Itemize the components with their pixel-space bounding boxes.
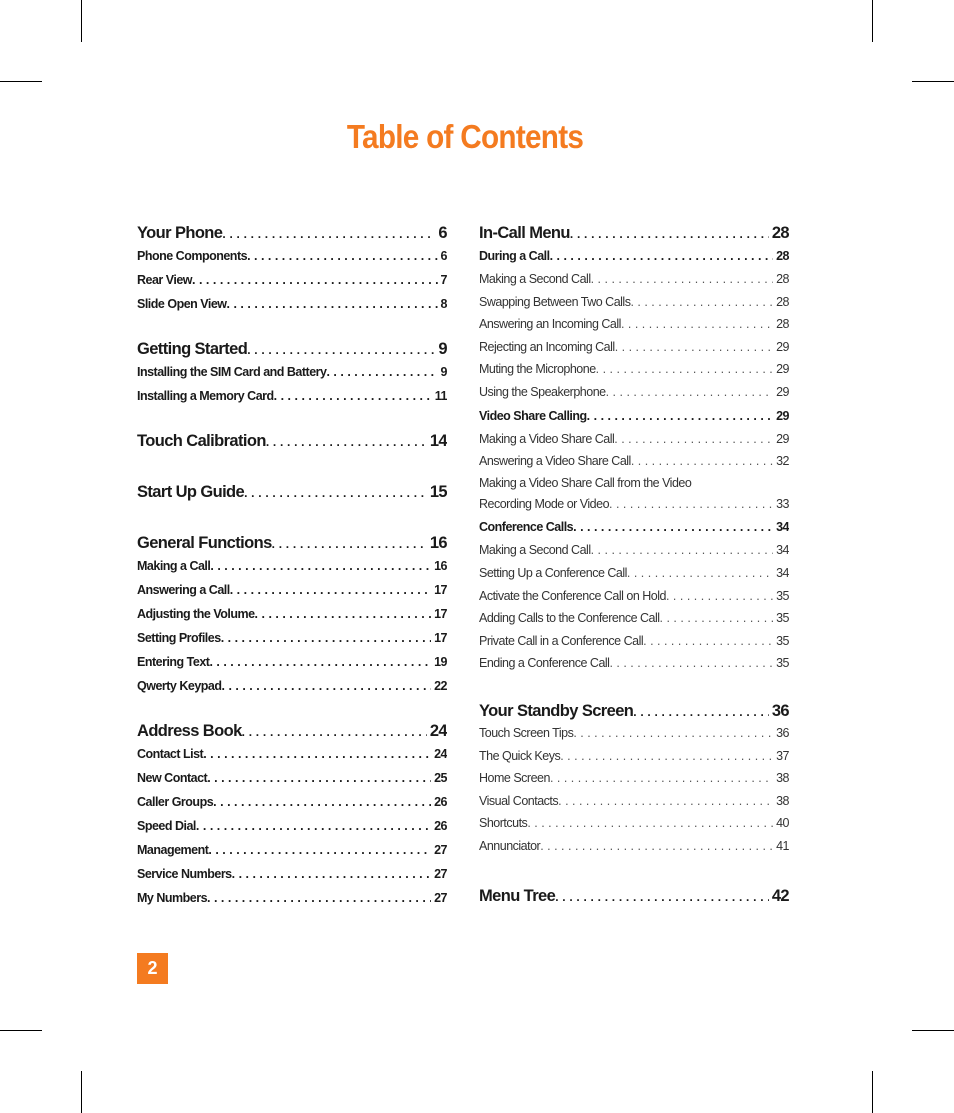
toc-section-entry[interactable]: Address Book . . . 24 [137, 720, 447, 742]
toc-entry[interactable]: Conference Calls . . . 34 [479, 515, 789, 539]
toc-section [137, 481, 447, 503]
toc-entry[interactable]: Service Numbers . . . 27 [137, 862, 447, 886]
toc-entry[interactable]: Making a Call . . . 16 [137, 554, 447, 578]
toc-entry[interactable]: Video Share Calling . . . 29 [479, 404, 789, 428]
toc-entry[interactable]: My Numbers . . . 27 [137, 886, 447, 910]
toc-entry[interactable]: Touch Screen Tips . . . 36 [479, 722, 789, 745]
toc-section-entry[interactable]: Your Standby Screen . . . 36 [479, 700, 789, 722]
toc-entry[interactable]: Installing the SIM Card and Battery . . . 9 [137, 360, 447, 384]
toc-entry[interactable]: Swapping Between Two Calls . . . 28 [479, 291, 789, 314]
toc-section [137, 338, 447, 408]
toc-entry[interactable]: During a Call . . . 28 [479, 244, 789, 268]
toc-entry[interactable]: Setting Profiles . . . 17 [137, 626, 447, 650]
toc-section [479, 700, 789, 858]
toc-section-entry[interactable]: Getting Started . . . 9 [137, 338, 447, 360]
toc-entry-line[interactable]: Making a Video Share Call from the Video [479, 475, 692, 490]
crop-mark [0, 1030, 42, 1031]
toc-entry[interactable]: Shortcuts . . . 40 [479, 812, 789, 835]
crop-mark [0, 81, 42, 82]
toc-entry[interactable]: Caller Groups . . . 26 [137, 790, 447, 814]
toc-entry[interactable]: Answering a Video Share Call . . . 32 [479, 450, 789, 473]
toc-section [137, 222, 447, 316]
toc-entry[interactable]: Phone Components . . . 6 [137, 244, 447, 268]
toc-entry[interactable]: Rejecting an Incoming Call . . . 29 [479, 336, 789, 359]
toc-section-entry[interactable]: Menu Tree . . . 42 [479, 885, 789, 907]
crop-mark [912, 1030, 954, 1031]
toc-left-column [137, 222, 447, 932]
toc-entry[interactable]: Installing a Memory Card . . . 11 [137, 384, 447, 408]
page-title: Table of Contents [346, 118, 584, 155]
toc-entry[interactable]: Making a Second Call . . . 28 [479, 268, 789, 291]
toc-entry[interactable]: Entering Text . . . 19 [137, 650, 447, 674]
toc-entry[interactable]: Using the Speakerphone . . . 29 [479, 381, 789, 404]
toc-entry[interactable]: Private Call in a Conference Call . . . 35 [479, 630, 789, 653]
crop-mark [81, 1071, 82, 1113]
toc-section-entry[interactable]: In-Call Menu . . . 28 [479, 222, 789, 244]
toc-section [137, 720, 447, 910]
toc-entry[interactable]: Contact List . . . 24 [137, 742, 447, 766]
toc-entry[interactable]: Rear View . . . 7 [137, 268, 447, 292]
toc-right-column [479, 222, 789, 929]
toc-entry[interactable]: Making a Second Call . . . 34 [479, 539, 789, 562]
toc-section [479, 885, 789, 907]
crop-mark [81, 0, 82, 42]
toc-entry[interactable]: The Quick Keys . . . 37 [479, 745, 789, 768]
toc-section [137, 532, 447, 698]
toc-section-entry[interactable]: General Functions . . . 16 [137, 532, 447, 554]
toc-entry[interactable]: Recording Mode or Video . . . 33 [479, 493, 789, 516]
toc-entry[interactable]: Annunciator . . . 41 [479, 835, 789, 858]
toc-entry[interactable]: Making a Video Share Call . . . 29 [479, 428, 789, 451]
toc-entry[interactable]: Setting Up a Conference Call . . . 34 [479, 562, 789, 585]
toc-entry[interactable]: Home Screen . . . 38 [479, 767, 789, 790]
toc-entry[interactable]: Adding Calls to the Conference Call . . . 35 [479, 607, 789, 630]
toc-entry[interactable]: Muting the Microphone . . . 29 [479, 358, 789, 381]
toc-section [137, 430, 447, 452]
crop-mark [872, 1071, 873, 1113]
toc-entry[interactable]: New Contact . . . 25 [137, 766, 447, 790]
toc-entry[interactable]: Qwerty Keypad . . . 22 [137, 674, 447, 698]
crop-mark [872, 0, 873, 42]
toc-entry[interactable]: Adjusting the Volume . . . 17 [137, 602, 447, 626]
toc-entry[interactable]: Management . . . 27 [137, 838, 447, 862]
toc-entry[interactable]: Answering a Call . . . 17 [137, 578, 447, 602]
toc-entry[interactable]: Activate the Conference Call on Hold . . . 35 [479, 585, 789, 608]
toc-entry[interactable]: Speed Dial . . . 26 [137, 814, 447, 838]
toc-entry[interactable]: Ending a Conference Call . . . 35 [479, 652, 789, 675]
crop-mark [912, 81, 954, 82]
toc-section-entry[interactable]: Touch Calibration . . . 14 [137, 430, 447, 452]
toc-section [479, 222, 789, 675]
toc-entry[interactable]: Visual Contacts . . . 38 [479, 790, 789, 813]
toc-entry[interactable]: Answering an Incoming Call . . . 28 [479, 313, 789, 336]
page-number-badge: 2 [137, 953, 168, 984]
toc-entry[interactable]: Slide Open View . . . 8 [137, 292, 447, 316]
toc-section-entry[interactable]: Your Phone . . . 6 [137, 222, 447, 244]
toc-section-entry[interactable]: Start Up Guide . . . 15 [137, 481, 447, 503]
